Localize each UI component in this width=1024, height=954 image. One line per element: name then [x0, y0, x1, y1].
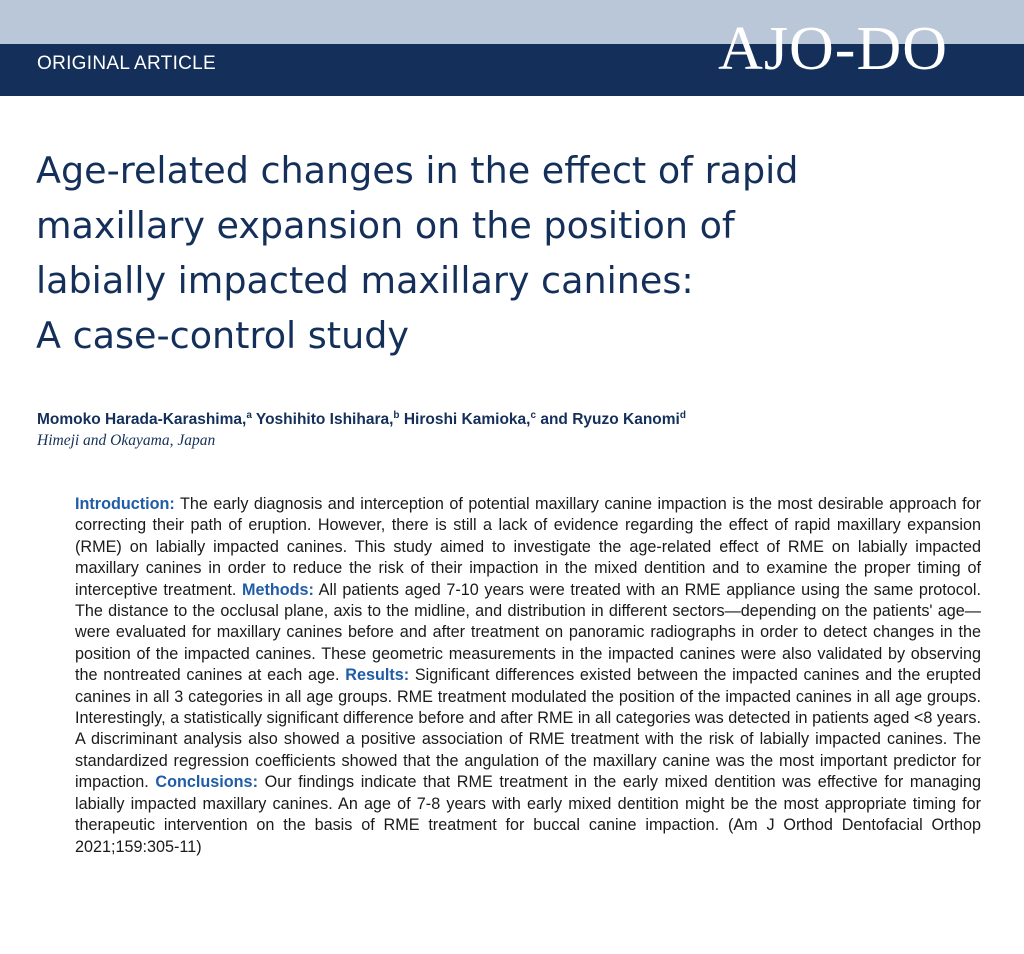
- author-list: [37, 410, 686, 429]
- methods-text: All patients aged 7-10 years were treated with an RME appliance using the same protocol. The distance to the occlusal plane, axis to the midline, and distribution in different sectors—depending on the patients' age—were evaluated for maxillary canines before and after treatment on panoramic radiographs in order to detect changes in the position of the impacted canines. These geometric measurements in the impacted canines were also validated by observing the nontreated canines at each age.: [75, 580, 981, 685]
- author-name: Hiroshi Kamioka,: [403, 411, 531, 429]
- introduction-text: The early diagnosis and interception of potential maxillary canine impaction is the most desirable approach for correcting their path of eruption. However, there is still a lack of evidence regarding the effect of rapid maxillary expansion (RME) on labially impacted canines. This study aimed to investigate the age-related effect of RME on labially impacted maxillary canines in order to reduce the risk of their impaction in the mixed dentition and to examine the proper timing of interceptive treatment.: [75, 495, 981, 599]
- author-name: Yoshihito Ishihara,: [255, 411, 394, 429]
- title-line: maxillary expansion on the position of: [36, 204, 735, 247]
- title-line: labially impacted maxillary canines:: [36, 259, 694, 302]
- conclusions-heading: Conclusions:: [148, 773, 258, 792]
- citation: (Am J Orthod Dentofacial Orthop 2021;159:305-11): [75, 816, 981, 856]
- author-name: and Ryuzo Kanomi: [540, 411, 680, 429]
- author-affil-mark: d: [679, 410, 686, 421]
- author-name: Momoko Harada-Karashima,: [37, 411, 247, 429]
- author-affil-mark: c: [530, 410, 537, 421]
- journal-logo: AJO-DO: [718, 15, 948, 83]
- results-heading: Results:: [339, 666, 410, 685]
- author-affil-mark: a: [246, 410, 252, 421]
- abstract: [75, 494, 981, 858]
- conclusions-text: Our findings indicate that RME treatment in the early mixed dentition was effective for managing labially impacted maxillary canines. An age of 7-8 years with early mixed dentition might be the most appropriate timing for therapeutic intervention on the basis of RME treatment for buccal canine impaction.: [75, 773, 981, 835]
- author-affil-mark: b: [393, 410, 400, 421]
- title-line: A case-control study: [36, 314, 410, 357]
- introduction-heading: Introduction:: [75, 495, 175, 513]
- article-title: [36, 143, 936, 363]
- methods-heading: Methods:: [236, 580, 314, 599]
- title-line: Age-related changes in the effect of rapid: [36, 149, 799, 192]
- section-label: ORIGINAL ARTICLE: [37, 53, 217, 74]
- results-text: Significant differences existed between the impacted canines and the erupted canines in all 3 categories in all age groups. RME treatment modulated the position of the impacted canines in all age groups. Interestingly, a statistically significant difference before and after RME in all categories was detected in patients aged <8 years. A discriminant analysis also showed a positive association of RME treatment with the risk of labially impacted canines. The standardized regression coefficients showed that the angulation of the maxillary canine was the most important predictor for impaction.: [75, 666, 981, 792]
- affiliation: Himeji and Okayama, Japan: [37, 432, 216, 449]
